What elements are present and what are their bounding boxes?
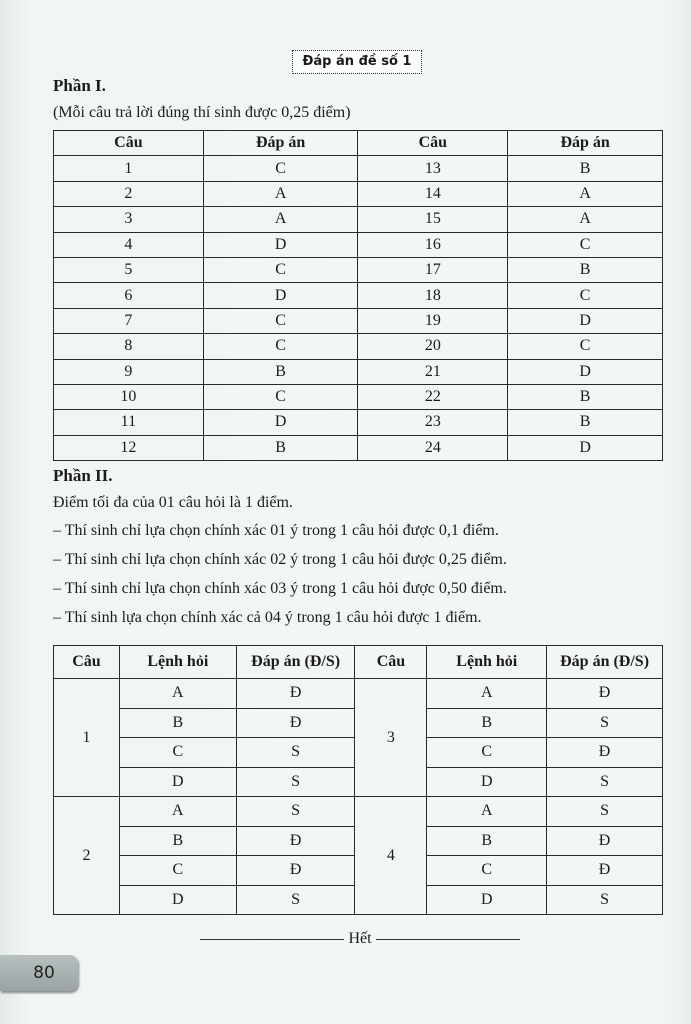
statement-cell: A xyxy=(427,679,547,709)
statement-cell: D xyxy=(427,767,547,797)
table-row xyxy=(54,283,663,308)
statement-cell: A xyxy=(119,797,236,827)
question-number-cell: 2 xyxy=(54,181,204,206)
header-dap-an: Đáp án (Đ/S) xyxy=(547,646,663,679)
end-marker xyxy=(200,930,520,948)
header-cau: Câu xyxy=(358,131,508,156)
question-number-cell: 4 xyxy=(355,797,427,915)
part2-line: – Thí sinh chỉ lựa chọn chính xác 02 ý trong 1 câu hỏi được 0,25 điểm. xyxy=(53,551,507,568)
answer-cell: C xyxy=(508,334,663,359)
answer-cell: A xyxy=(508,181,663,206)
header-dap-an: Đáp án xyxy=(508,131,663,156)
question-number-cell: 15 xyxy=(358,207,508,232)
question-number-cell: 16 xyxy=(358,232,508,257)
statement-cell: B xyxy=(119,826,236,856)
divider xyxy=(376,939,520,940)
true-false-cell: S xyxy=(236,738,355,768)
table-row xyxy=(54,679,663,709)
answer-cell: D xyxy=(203,283,358,308)
part1-heading: Phần I. xyxy=(53,76,106,95)
question-number-cell: 1 xyxy=(54,679,120,797)
question-number-cell: 20 xyxy=(358,334,508,359)
answer-cell: D xyxy=(203,232,358,257)
answer-cell: B xyxy=(203,435,358,460)
answer-cell: B xyxy=(203,359,358,384)
true-false-cell: S xyxy=(547,885,663,915)
question-number-cell: 24 xyxy=(358,435,508,460)
table-row xyxy=(54,257,663,282)
table-row xyxy=(54,410,663,435)
table-row xyxy=(54,156,663,181)
true-false-cell: Đ xyxy=(236,679,355,709)
question-number-cell: 19 xyxy=(358,308,508,333)
true-false-cell: Đ xyxy=(236,856,355,886)
statement-cell: D xyxy=(427,885,547,915)
table-row xyxy=(54,435,663,460)
part1-answer-table xyxy=(53,130,663,461)
header-cau: Câu xyxy=(54,646,120,679)
answer-cell: A xyxy=(508,207,663,232)
answer-cell: C xyxy=(203,257,358,282)
answer-cell: D xyxy=(203,410,358,435)
header-cau: Câu xyxy=(54,131,204,156)
part2-line: – Thí sinh chỉ lựa chọn chính xác 01 ý trong 1 câu hỏi được 0,1 điểm. xyxy=(53,522,499,539)
question-number-cell: 8 xyxy=(54,334,204,359)
answer-cell: C xyxy=(508,232,663,257)
true-false-cell: S xyxy=(236,797,355,827)
part2-heading: Phần II. xyxy=(53,466,113,485)
table-row xyxy=(54,359,663,384)
statement-cell: C xyxy=(427,856,547,886)
true-false-cell: S xyxy=(547,797,663,827)
true-false-cell: S xyxy=(547,767,663,797)
true-false-cell: S xyxy=(236,767,355,797)
table-header-row xyxy=(54,646,663,679)
question-number-cell: 9 xyxy=(54,359,204,384)
statement-cell: B xyxy=(427,826,547,856)
question-number-cell: 17 xyxy=(358,257,508,282)
table-row xyxy=(54,232,663,257)
question-number-cell: 11 xyxy=(54,410,204,435)
question-number-cell: 3 xyxy=(54,207,204,232)
statement-cell: A xyxy=(119,679,236,709)
question-number-cell: 5 xyxy=(54,257,204,282)
header-lenh-hoi: Lệnh hỏi xyxy=(427,646,547,679)
question-number-cell: 6 xyxy=(54,283,204,308)
divider xyxy=(200,939,344,940)
true-false-cell: Đ xyxy=(547,826,663,856)
answer-cell: C xyxy=(203,308,358,333)
table-row xyxy=(54,308,663,333)
table-row xyxy=(54,181,663,206)
question-number-cell: 2 xyxy=(54,797,120,915)
answer-cell: C xyxy=(203,384,358,409)
page-number: 80 xyxy=(0,955,78,991)
statement-cell: A xyxy=(427,797,547,827)
statement-cell: C xyxy=(119,856,236,886)
question-number-cell: 22 xyxy=(358,384,508,409)
end-text: Hết xyxy=(348,930,372,947)
question-number-cell: 10 xyxy=(54,384,204,409)
true-false-cell: S xyxy=(236,885,355,915)
part2-line: Điểm tối đa của 01 câu hỏi là 1 điểm. xyxy=(53,494,293,511)
answer-cell: A xyxy=(203,207,358,232)
answer-cell: D xyxy=(508,435,663,460)
statement-cell: C xyxy=(427,738,547,768)
question-number-cell: 1 xyxy=(54,156,204,181)
part2-answer-table xyxy=(53,645,663,915)
statement-cell: C xyxy=(119,738,236,768)
question-number-cell: 12 xyxy=(54,435,204,460)
answer-key-title: Đáp án đề số 1 xyxy=(292,50,422,74)
question-number-cell: 4 xyxy=(54,232,204,257)
question-number-cell: 23 xyxy=(358,410,508,435)
header-dap-an: Đáp án xyxy=(203,131,358,156)
answer-cell: D xyxy=(508,359,663,384)
question-number-cell: 21 xyxy=(358,359,508,384)
answer-cell: B xyxy=(508,156,663,181)
answer-cell: D xyxy=(508,308,663,333)
header-cau: Câu xyxy=(355,646,427,679)
true-false-cell: Đ xyxy=(236,826,355,856)
question-number-cell: 7 xyxy=(54,308,204,333)
statement-cell: D xyxy=(119,885,236,915)
table-row xyxy=(54,334,663,359)
answer-cell: C xyxy=(203,334,358,359)
question-number-cell: 13 xyxy=(358,156,508,181)
part2-line: – Thí sinh lựa chọn chính xác cả 04 ý trong 1 câu hỏi được 1 điểm. xyxy=(53,609,482,626)
table-row xyxy=(54,384,663,409)
true-false-cell: S xyxy=(547,708,663,738)
answer-cell: C xyxy=(203,156,358,181)
statement-cell: B xyxy=(427,708,547,738)
header-dap-an: Đáp án (Đ/S) xyxy=(236,646,355,679)
answer-cell: B xyxy=(508,384,663,409)
true-false-cell: Đ xyxy=(547,738,663,768)
part2-line: – Thí sinh chỉ lựa chọn chính xác 03 ý trong 1 câu hỏi được 0,50 điểm. xyxy=(53,580,507,597)
statement-cell: D xyxy=(119,767,236,797)
true-false-cell: Đ xyxy=(547,679,663,709)
table-header-row xyxy=(54,131,663,156)
true-false-cell: Đ xyxy=(236,708,355,738)
table-row xyxy=(54,207,663,232)
true-false-cell: Đ xyxy=(547,856,663,886)
header-lenh-hoi: Lệnh hỏi xyxy=(119,646,236,679)
answer-cell: B xyxy=(508,410,663,435)
question-number-cell: 3 xyxy=(355,679,427,797)
answer-cell: C xyxy=(508,283,663,308)
part1-note: (Mỗi câu trả lời đúng thí sinh được 0,25 điểm) xyxy=(53,104,351,121)
table-row xyxy=(54,797,663,827)
question-number-cell: 18 xyxy=(358,283,508,308)
statement-cell: B xyxy=(119,708,236,738)
answer-cell: B xyxy=(508,257,663,282)
question-number-cell: 14 xyxy=(358,181,508,206)
answer-cell: A xyxy=(203,181,358,206)
